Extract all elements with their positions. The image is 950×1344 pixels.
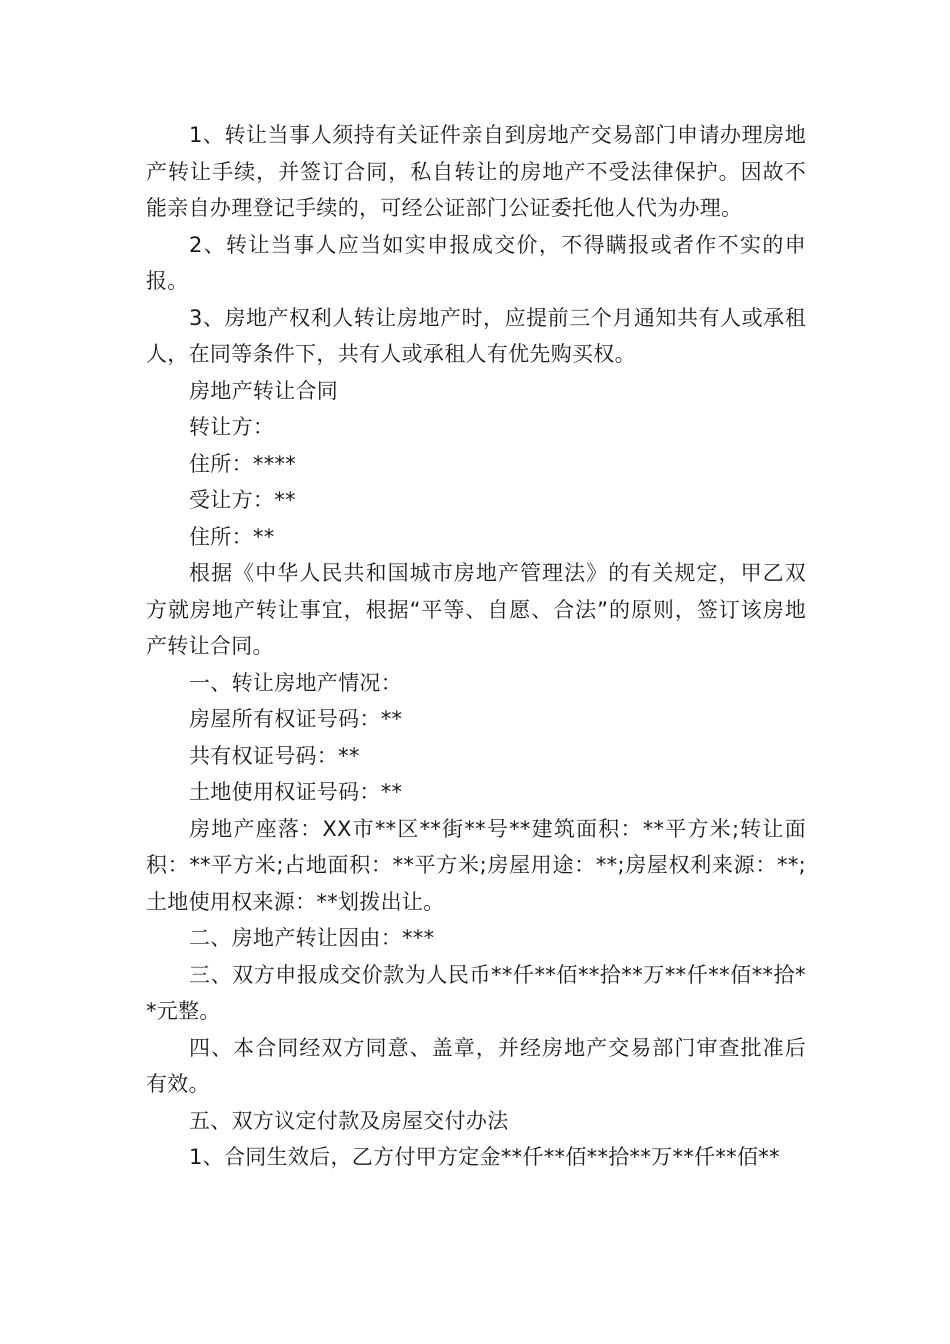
paragraph-clause-3: 3、房地产权利人转让房地产时，应提前三个月通知共有人或承租人，在同等条件下，共有人或承租人有优先购买权。 — [146, 305, 806, 366]
document-body — [146, 117, 806, 1176]
transferor-line: 转让方： — [189, 415, 275, 439]
section-1-heading: 一、转让房地产情况： — [189, 670, 402, 695]
transferee-address-line: 住所：** — [189, 524, 275, 549]
section-3-paragraph: 三、双方申报成交价款为人民币**仟**佰**拾**万**仟**佰**拾**元整。 — [146, 962, 806, 1023]
section-2-line: 二、房地产转让因由：*** — [189, 926, 435, 950]
contract-preamble: 根据《中华人民共和国城市房地产管理法》的有关规定，甲乙双方就房地产转让事宜，根据“平等、自愿、合法”的原则，签订该房地产转让合同。 — [146, 561, 806, 658]
ownership-cert-line: 房屋所有权证号码：** — [189, 707, 403, 731]
paragraph-clause-2: 2、转让当事人应当如实申报成交价，不得瞒报或者作不实的申报。 — [146, 232, 806, 293]
land-use-cert-line: 土地使用权证号码：** — [189, 780, 403, 804]
section-4-paragraph: 四、本合同经双方同意、盖章，并经房地产交易部门审查批准后有效。 — [146, 1035, 806, 1096]
payment-clause-1: 1、合同生效后，乙方付甲方定金**仟**佰**拾**万**仟**佰** — [189, 1145, 780, 1169]
contract-title: 房地产转让合同 — [189, 378, 339, 403]
property-location-paragraph: 房地产座落：XX市**区**街**号**建筑面积：**平方米;转让面积：**平方米;占地面积：**平方米;房屋用途：**;房屋权利来源：**;土地使用权来源：**划拨出让。 — [146, 816, 806, 914]
co-ownership-cert-line: 共有权证号码：** — [189, 743, 360, 768]
section-5-heading: 五、双方议定付款及房屋交付办法 — [189, 1108, 509, 1133]
transferee-line: 受让方：** — [189, 488, 296, 512]
transferor-address-line: 住所：**** — [189, 451, 297, 476]
paragraph-clause-1: 1、转让当事人须持有关证件亲自到房地产交易部门申请办理房地产转让手续，并签订合同，私自转让的房地产不受法律保护。因故不能亲自办理登记手续的，可经公证部门公证委托他人代为办理。 — [146, 123, 806, 220]
